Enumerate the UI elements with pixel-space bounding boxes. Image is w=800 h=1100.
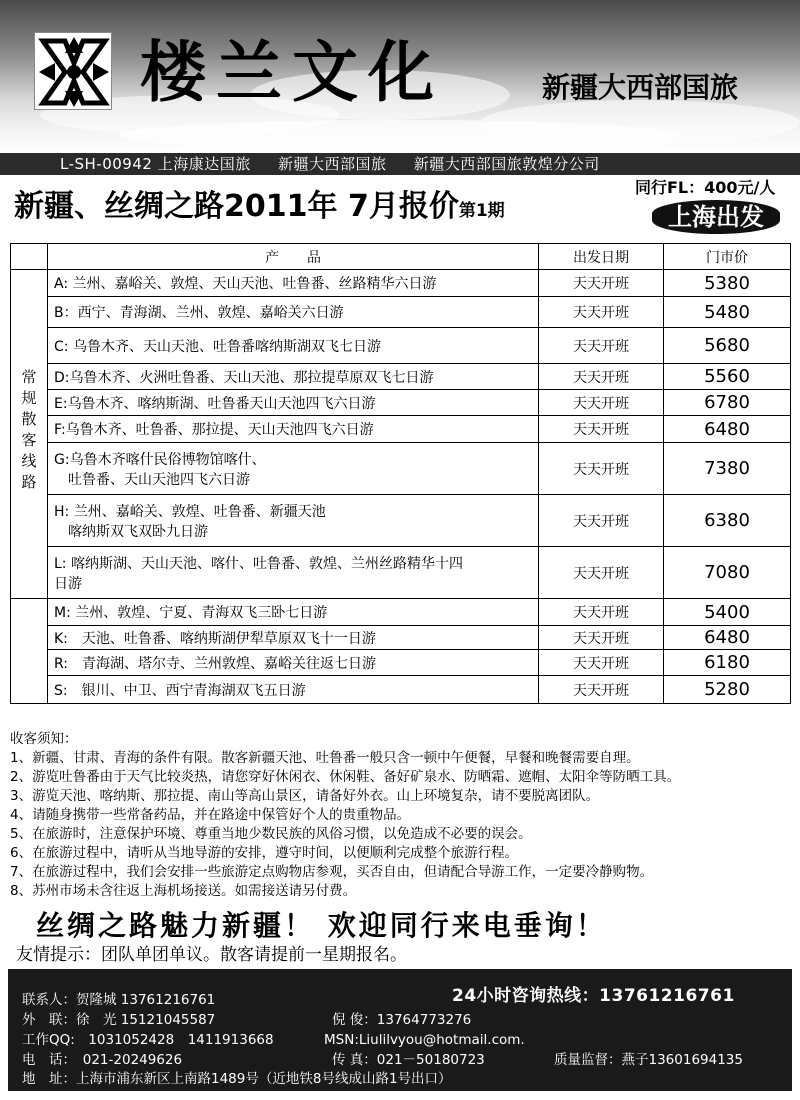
license-text: 新疆大西部国旅 bbox=[278, 155, 387, 173]
retail-price: 7080 bbox=[664, 547, 791, 599]
table-row bbox=[11, 390, 791, 416]
contact-fax: 传 真：021－50180723 bbox=[332, 1052, 485, 1068]
depart-date: 天天开班 bbox=[539, 626, 664, 650]
contact-msn: MSN:Liulilvyou@hotmail.com. bbox=[324, 1032, 525, 1048]
header-banner bbox=[0, 0, 800, 153]
header-cell bbox=[11, 244, 48, 270]
depart-date: 天天开班 bbox=[539, 650, 664, 676]
brand-logo-icon bbox=[34, 32, 112, 110]
table-row bbox=[11, 599, 791, 626]
product-name: M: 兰州、敦煌、宁夏、青海双飞三卧七日游 bbox=[54, 605, 328, 621]
product-cell bbox=[48, 297, 539, 328]
table-row bbox=[11, 650, 791, 676]
issue-number: 第1期 bbox=[458, 201, 505, 221]
retail-price: 6380 bbox=[664, 495, 791, 547]
header-product: 产 品 bbox=[48, 244, 539, 270]
product-cell bbox=[48, 328, 539, 364]
table-row bbox=[11, 676, 791, 704]
product-name: B：西宁、青海湖、兰州、敦煌、嘉峪关六日游 bbox=[54, 305, 344, 321]
retail-price: 5280 bbox=[664, 676, 791, 704]
depart-date: 天天开班 bbox=[539, 495, 664, 547]
retail-price: 6180 bbox=[664, 650, 791, 676]
retail-price: 6780 bbox=[664, 390, 791, 416]
note-item: 1、新疆、甘肃、青海的条件有限。散客新疆天池、吐鲁番一般只含一顿中午便餐，早餐和晚餐需要自理。 bbox=[10, 750, 640, 766]
retail-price: 6480 bbox=[664, 626, 791, 650]
depart-date: 天天开班 bbox=[539, 328, 664, 364]
brand-subtitle: 新疆大西部国旅 bbox=[542, 71, 739, 104]
note-item: 6、在旅游过程中，请听从当地导游的安排，遵守时间，以便顺利完成整个旅游行程。 bbox=[10, 845, 519, 861]
product-cell bbox=[48, 676, 539, 704]
product-name: S: 银川、中卫、西宁青海湖双飞五日游 bbox=[54, 682, 306, 699]
table-row bbox=[11, 443, 791, 495]
retail-price: 6480 bbox=[664, 416, 791, 443]
hotline: 24小时咨询热线：13761216761 bbox=[452, 986, 735, 1006]
contact-phone: 电 话： 021-20249626 bbox=[22, 1052, 183, 1068]
retail-price: 5560 bbox=[664, 364, 791, 390]
product-name: F:乌鲁木齐、吐鲁番、那拉提、天山天池四飞六日游 bbox=[54, 422, 374, 438]
depart-date: 天天开班 bbox=[539, 676, 664, 704]
note-item: 8、苏州市场未含往返上海机场接送。如需接送请另付费。 bbox=[10, 883, 357, 899]
table-row bbox=[11, 297, 791, 328]
depart-badge: 上海出发 bbox=[652, 200, 780, 234]
notes-section bbox=[10, 730, 790, 901]
product-name: G:乌鲁木齐喀什民俗博物馆喀什、 bbox=[54, 451, 266, 468]
depart-date: 天天开班 bbox=[539, 416, 664, 443]
table-row bbox=[11, 547, 791, 599]
contact-person: 联系人：贺隆城 13761216761 bbox=[22, 992, 216, 1008]
depart-date: 天天开班 bbox=[539, 390, 664, 416]
product-name: L: 喀纳斯湖、天山天池、喀什、吐鲁番、敦煌、兰州丝路精华十四 bbox=[54, 555, 463, 572]
retail-price: 7380 bbox=[664, 443, 791, 495]
category-cell bbox=[11, 599, 48, 704]
retail-price: 5480 bbox=[664, 297, 791, 328]
table-row bbox=[11, 364, 791, 390]
product-name: K: 天池、吐鲁番、喀纳斯湖伊犁草原双飞十一日游 bbox=[54, 630, 376, 647]
header-price: 门市价 bbox=[664, 244, 791, 270]
table-row bbox=[11, 495, 791, 547]
note-item: 5、在旅游时，注意保护环境、尊重当地少数民族的风俗习惯，以免造成不必要的误会。 bbox=[10, 826, 532, 842]
page-title-text: 新疆、丝绸之路2011年 7月报价 bbox=[14, 189, 459, 224]
contact-qq: 工作QQ: 1031052428 1411913668 bbox=[22, 1032, 274, 1048]
category-label: 常规散客线路 bbox=[19, 369, 38, 495]
header-date: 出发日期 bbox=[539, 244, 664, 270]
price-table bbox=[10, 243, 791, 704]
fl-price: 同行FL：400元/人 bbox=[635, 178, 776, 197]
product-name-cont: 吐鲁番、天山天池四飞六日游 bbox=[68, 471, 250, 488]
product-name: A: 兰州、嘉峪关、敦煌、天山天池、吐鲁番、丝路精华六日游 bbox=[54, 276, 437, 292]
category-cell bbox=[11, 270, 48, 599]
table-row bbox=[11, 270, 791, 297]
product-name: E:乌鲁木齐、喀纳斯湖、吐鲁番天山天池四飞六日游 bbox=[54, 395, 376, 412]
contact-address: 地 址：上海市浦东新区上南路1489号（近地铁8号线成山路1号出口） bbox=[22, 1071, 452, 1087]
product-name-cont: 喀纳斯双飞双卧九日游 bbox=[68, 523, 208, 540]
note-item: 3、游览天池、喀纳斯、那拉提、南山等高山景区，请备好外衣。山上环境复杂，请不要脱离团队。 bbox=[10, 788, 600, 804]
license-text: 新疆大西部国旅敦煌分公司 bbox=[413, 155, 600, 173]
product-cell bbox=[48, 495, 539, 547]
page-title bbox=[14, 185, 505, 233]
depart-date: 天天开班 bbox=[539, 364, 664, 390]
depart-date: 天天开班 bbox=[539, 443, 664, 495]
friendly-tip: 友情提示：团队单团单议。散客请提前一星期报名。 bbox=[16, 945, 407, 965]
product-cell bbox=[48, 650, 539, 676]
product-cell bbox=[48, 626, 539, 650]
contact-block bbox=[8, 969, 792, 1091]
depart-date: 天天开班 bbox=[539, 547, 664, 599]
product-cell bbox=[48, 547, 539, 599]
product-cell bbox=[48, 599, 539, 626]
product-name: D:乌鲁木齐、火洲吐鲁番、天山天池、那拉提草原双飞七日游 bbox=[54, 369, 434, 386]
depart-date: 天天开班 bbox=[539, 270, 664, 297]
product-cell bbox=[48, 364, 539, 390]
product-name: H: 兰州、嘉峪关、敦煌、吐鲁番、新疆天池 bbox=[54, 503, 326, 520]
product-name: C: 乌鲁木齐、天山天池、吐鲁番喀纳斯湖双飞七日游 bbox=[54, 338, 381, 355]
product-name: R: 青海湖、塔尔寺、兰州敦煌、嘉峪关往返七日游 bbox=[54, 655, 377, 672]
product-cell bbox=[48, 416, 539, 443]
note-item: 2、游览吐鲁番由于天气比较炎热，请您穿好休闲衣、休闲鞋、备好矿泉水、防晒霜、遮帽、太阳伞等防晒工具。 bbox=[10, 769, 681, 785]
notes-title: 收客须知： bbox=[10, 731, 78, 747]
note-item: 4、请随身携带一些常备药品，并在路途中保管好个人的贵重物品。 bbox=[10, 807, 411, 823]
depart-date: 天天开班 bbox=[539, 297, 664, 328]
product-cell bbox=[48, 270, 539, 297]
retail-price: 5400 bbox=[664, 599, 791, 626]
product-name-cont: 日游 bbox=[54, 575, 82, 592]
product-cell bbox=[48, 390, 539, 416]
contact-ni: 倪 俊：13764773276 bbox=[332, 1012, 472, 1028]
table-header-row bbox=[11, 244, 791, 270]
retail-price: 5680 bbox=[664, 328, 791, 364]
table-row bbox=[11, 328, 791, 364]
license-text: L-SH-00942 上海康达国旅 bbox=[60, 155, 251, 173]
table-row bbox=[11, 416, 791, 443]
license-bar bbox=[0, 153, 800, 175]
note-item: 7、在旅游过程中，我们会安排一些旅游定点购物店参观，买否自由，但请配合导游工作，一定要冷静购物。 bbox=[10, 864, 654, 880]
contact-external: 外 联：徐 光 15121045587 bbox=[22, 1012, 216, 1028]
retail-price: 5380 bbox=[664, 270, 791, 297]
table-row bbox=[11, 626, 791, 650]
brand-title: 楼兰文化 bbox=[140, 33, 444, 111]
slogan: 丝绸之路魅力新疆！ 欢迎同行来电垂询！ bbox=[36, 909, 607, 942]
product-cell bbox=[48, 443, 539, 495]
contact-quality: 质量监督：燕子13601694135 bbox=[554, 1052, 743, 1068]
depart-date: 天天开班 bbox=[539, 599, 664, 626]
